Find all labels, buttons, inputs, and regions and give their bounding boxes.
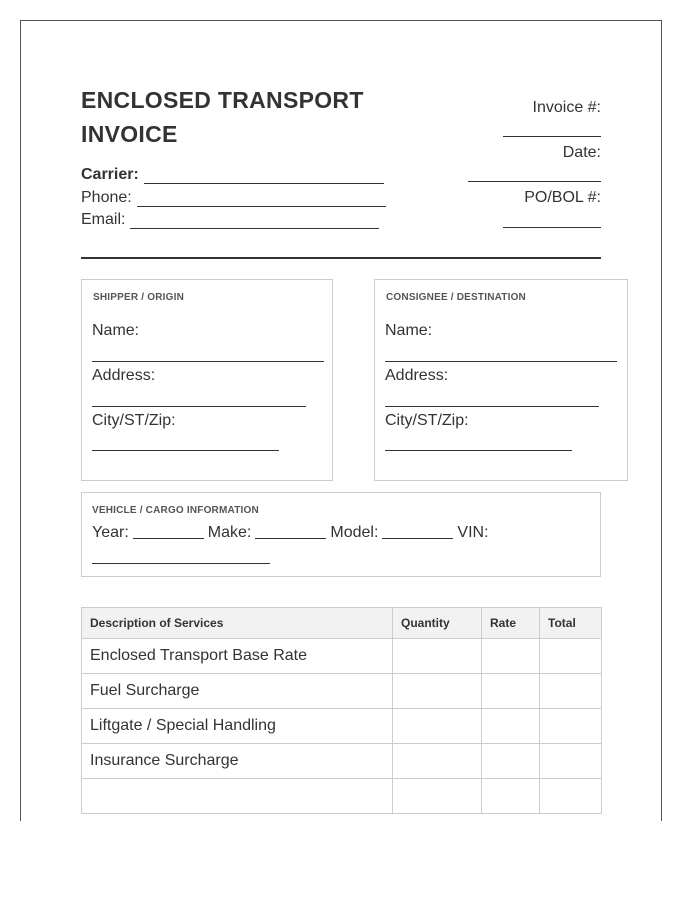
shipper-city-field[interactable]	[92, 450, 279, 451]
po-bol-label: PO/BOL #:	[524, 189, 601, 206]
shipper-address-label: Address:	[92, 367, 156, 384]
shipper-name-label: Name:	[92, 322, 140, 339]
shipper-box	[81, 279, 333, 481]
table-row	[82, 744, 602, 779]
consignee-city-field[interactable]	[385, 450, 572, 451]
total-cell[interactable]	[540, 779, 602, 814]
rate-cell[interactable]	[482, 744, 540, 779]
table-row	[82, 639, 602, 674]
invoice-title	[81, 83, 401, 151]
rate-cell[interactable]	[482, 674, 540, 709]
shipper-city-label: City/ST/Zip:	[92, 412, 176, 429]
make-label: Make:	[207, 524, 252, 541]
year-label: Year:	[92, 524, 129, 541]
shipper-heading: SHIPPER / ORIGIN	[93, 292, 184, 303]
service-description: Insurance Surcharge	[82, 744, 393, 779]
quantity-cell[interactable]	[393, 744, 482, 779]
date-label: Date:	[562, 144, 601, 161]
header-total: Total	[540, 608, 602, 639]
quantity-cell[interactable]	[393, 709, 482, 744]
quantity-cell[interactable]	[393, 639, 482, 674]
header-rate: Rate	[482, 608, 540, 639]
quantity-cell[interactable]	[393, 674, 482, 709]
total-cell[interactable]	[540, 709, 602, 744]
model-field[interactable]	[382, 523, 453, 539]
carrier-field[interactable]	[144, 165, 384, 184]
invoice-number-field[interactable]	[503, 136, 601, 137]
consignee-name-label: Name:	[385, 322, 433, 339]
header-description: Description of Services	[82, 608, 393, 639]
email-field[interactable]	[130, 210, 379, 229]
consignee-name-field[interactable]	[385, 361, 617, 362]
service-description: Liftgate / Special Handling	[82, 709, 393, 744]
vehicle-heading: VEHICLE / CARGO INFORMATION	[92, 505, 259, 516]
po-bol-field[interactable]	[503, 227, 601, 228]
carrier-row	[81, 165, 384, 185]
consignee-address-label: Address:	[385, 367, 449, 384]
table-row	[82, 674, 602, 709]
service-description: Fuel Surcharge	[82, 674, 393, 709]
quantity-cell[interactable]	[393, 779, 482, 814]
consignee-box	[374, 279, 628, 481]
services-table	[81, 607, 602, 814]
total-cell[interactable]	[540, 674, 602, 709]
vehicle-box	[81, 492, 601, 577]
total-cell[interactable]	[540, 744, 602, 779]
make-field[interactable]	[255, 523, 326, 539]
phone-field[interactable]	[137, 188, 386, 207]
date-field[interactable]	[468, 181, 601, 182]
year-field[interactable]	[133, 523, 204, 539]
table-row	[82, 779, 602, 814]
model-label: Model:	[330, 524, 379, 541]
phone-label: Phone:	[81, 189, 132, 206]
rate-cell[interactable]	[482, 639, 540, 674]
header-divider	[81, 257, 601, 259]
table-row	[82, 709, 602, 744]
title-line-2: INVOICE	[81, 121, 178, 147]
shipper-name-field[interactable]	[92, 361, 324, 362]
consignee-address-field[interactable]	[385, 406, 599, 407]
shipper-address-field[interactable]	[92, 406, 306, 407]
vin-label: VIN:	[457, 524, 489, 541]
service-description: Enclosed Transport Base Rate	[82, 639, 393, 674]
table-header-row	[82, 608, 602, 639]
invoice-number-label: Invoice #:	[532, 99, 601, 116]
vin-field[interactable]	[92, 563, 270, 564]
rate-cell[interactable]	[482, 709, 540, 744]
consignee-city-label: City/ST/Zip:	[385, 412, 469, 429]
rate-cell[interactable]	[482, 779, 540, 814]
vehicle-fields-row	[92, 523, 489, 543]
phone-row	[81, 188, 386, 208]
total-cell[interactable]	[540, 639, 602, 674]
invoice-page	[20, 20, 662, 821]
consignee-heading: CONSIGNEE / DESTINATION	[386, 292, 526, 303]
header-quantity: Quantity	[393, 608, 482, 639]
service-description[interactable]	[82, 779, 393, 814]
email-label: Email:	[81, 211, 126, 228]
carrier-label: Carrier:	[81, 166, 139, 183]
email-row	[81, 210, 379, 230]
title-line-1: ENCLOSED TRANSPORT	[81, 87, 364, 113]
